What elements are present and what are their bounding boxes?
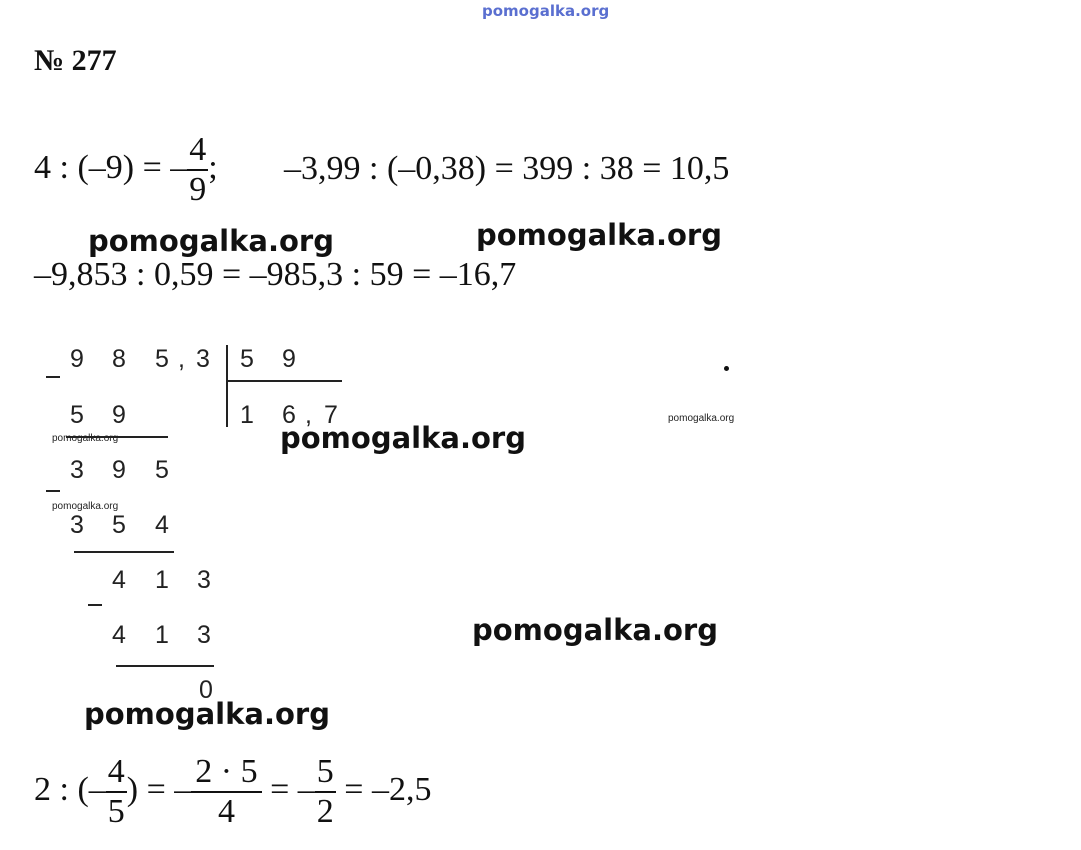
subtraction-line [116, 665, 214, 667]
equation-line-1b: –3,99 : (–0,38) = 399 : 38 = 10,5 [284, 150, 730, 187]
division-digit: 4 [112, 566, 126, 594]
watermark-text: pomogalka.org [476, 218, 722, 252]
division-digit: 5 [155, 456, 169, 484]
division-digit: 4 [155, 511, 169, 539]
equation-separator: ; [208, 148, 218, 186]
fraction-denominator: 2 [316, 793, 334, 830]
division-digit: 5 [112, 511, 126, 539]
fraction-denominator: 5 [107, 793, 125, 830]
fraction-denominator: 9 [189, 171, 207, 208]
fraction-2x5-4 [191, 755, 261, 829]
equation-line-2: –9,853 : 0,59 = –985,3 : 59 = –16,7 [34, 256, 517, 293]
quotient-digit: 1 [240, 401, 254, 429]
fraction-numerator: 5 [315, 755, 336, 793]
equation-line-1a [34, 133, 218, 207]
division-digit: , [178, 345, 185, 373]
division-digit: 9 [112, 401, 126, 429]
quotient-digit: , [305, 401, 312, 429]
quotient-digit: 6 [282, 401, 296, 429]
fraction-5-2 [315, 755, 336, 829]
division-digit: 3 [196, 345, 210, 373]
division-digit: 4 [112, 621, 126, 649]
problem-number: № 277 [34, 44, 117, 77]
equation-line-3 [34, 755, 431, 829]
minus-sign [46, 490, 60, 492]
fraction-numerator: 2 · 5 [191, 755, 261, 793]
watermark-small: pomogalka.org [668, 413, 735, 424]
divisor-digit: 9 [282, 345, 296, 373]
watermark-text: pomogalka.org [84, 697, 330, 731]
subtraction-line [74, 551, 174, 553]
division-digit: 9 [70, 345, 84, 373]
watermark-small: pomogalka.org [52, 433, 119, 444]
division-bracket-line [226, 380, 342, 382]
quotient-digit: 7 [324, 401, 338, 429]
dot-mark [724, 366, 729, 371]
fraction-denominator: 4 [217, 793, 235, 830]
division-digit: 9 [112, 456, 126, 484]
watermark-text: pomogalka.org [88, 224, 334, 258]
equation-lhs: 2 : (– [34, 770, 106, 808]
division-digit: 1 [155, 566, 169, 594]
division-digit: 3 [197, 621, 211, 649]
division-digit: 5 [70, 401, 84, 429]
division-digit: 3 [70, 511, 84, 539]
division-digit: 3 [70, 456, 84, 484]
watermark-small: pomogalka.org [52, 501, 119, 512]
divisor-digit: 5 [240, 345, 254, 373]
fraction-numerator: 4 [106, 755, 127, 793]
minus-sign [46, 376, 60, 378]
division-digit: 1 [155, 621, 169, 649]
watermark-top: pomogalka.org [482, 2, 610, 20]
minus-sign [88, 604, 102, 606]
division-digit: 5 [155, 345, 169, 373]
division-bracket [226, 345, 228, 427]
fraction-numerator: 4 [187, 133, 208, 171]
division-digit: 3 [197, 566, 211, 594]
equation-part: = – [261, 770, 315, 808]
fraction-4-5 [106, 755, 127, 829]
watermark-text: pomogalka.org [280, 421, 526, 455]
equation-part: ) = – [126, 770, 192, 808]
division-remainder: 0 [199, 676, 213, 704]
equation-lhs: 4 : (–9) = – [34, 148, 188, 186]
division-digit: 8 [112, 345, 126, 373]
watermark-text: pomogalka.org [472, 613, 718, 647]
equation-result: = –2,5 [335, 770, 432, 808]
fraction-4-9 [187, 133, 208, 207]
